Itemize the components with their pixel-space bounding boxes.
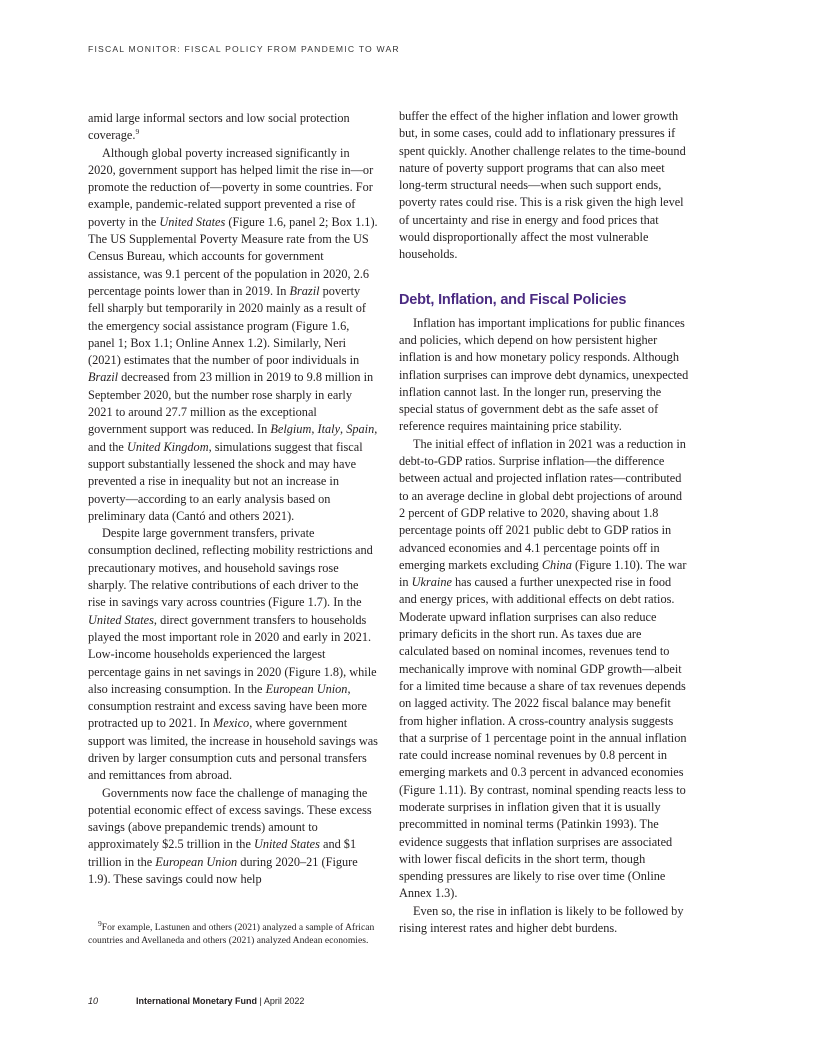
footnote — [88, 918, 378, 947]
paragraph-continuation: amid large informal sectors and low social protection coverage.$^9$ — [88, 111, 350, 143]
footnote-text: For example, Lastunen and others (2021) analyzed a sample of African countries and Avellaneda and others (2021) analyzed Andean economies. — [88, 922, 375, 946]
page-number: 10 — [88, 996, 99, 1006]
paragraph-inflation-implications: Inflation has important implications for public finances and policies, which depend on how persistent higher inflation is and how monetary policy responds. Although inflation surprises can improve debt dynamics, unexpected inflation cannot last. In the longer run, preserving the special status of government debt as the safe asset of reference requires maintaining price stability. — [399, 315, 689, 434]
paragraph-poverty: Although global poverty increased significantly in 2020, government support has helped limit the rise in—or promote the reduction of—poverty in some countries. For example, pandemic-related support prevented a rise of poverty in the United States (Figure 1.6, panel 2; Box 1.1). The US Supplemental Poverty Measure rate from the US Census Bureau, which accounts for government assistance, was 9.1 percent of the population in 2020, 2.6 percentage points lower than in 2019. In Brazil poverty fell sharply but temporarily in 2020 mainly as a result of the emergency social assistance program (Figure 1.6, panel 1; Box 1.1; Online Annex 1.2). Similarly, Neri (2021) estimates that the number of poor individuals in Brazil decreased from 23 million in 2019 to 9.8 million in September 2020, but the number rose sharply in early 2021 to around 27.7 million as the exceptional government support was reduced. In Belgium, Italy, Spain, and the United Kingdom, simulations suggest that fiscal support substantially lessened the shock and may have prevented a rise in inequality but not an increase in poverty—according to an early analysis based on preliminary data (Cantó and others 2021). — [88, 145, 378, 523]
footnote-number: 9 — [98, 918, 102, 928]
paragraph-interest-rates: Even so, the rise in inflation is likely to be followed by rising interest rates and higher debt burdens. — [399, 903, 684, 936]
right-column — [399, 108, 689, 937]
paragraph-excess-savings: Governments now face the challenge of managing the potential economic effect of excess savings. These excess savings (above prepandemic trends) amount to approximately $2.5 trillion in the United States and $1 trillion in the European Union during 2020–21 (Figure 1.9). These savings could now help — [88, 785, 372, 887]
paragraph-buffer: buffer the effect of the higher inflation and lower growth but, in some cases, could add to inflationary pressures if spent quickly. Another challenge relates to the time-bound nature of poverty support programs that can also meet long-term structural needs—when such support ends, poverty rates could rise. This is a risk given the high level of uncertainty and rise in energy and food prices that would disproportionally affect the most vulnerable households. — [399, 109, 686, 262]
paragraph-debt-ratios: The initial effect of inflation in 2021 was a reduction in debt-to-GDP ratios. Surprise inflation—the difference between actual and projected inflation rates—contributed to an average decline in global debt projections of around 2 percent of GDP relative to 2020, shaving about 1.8 percentage points off 2021 public debt to GDP ratios in advanced economies and 4.1 percentage points off in emerging markets excluding China (Figure 1.10). The war in Ukraine has caused a further unexpected rise in food and energy prices, with additional effects on debt ratios. Moderate upward inflation surprises can also reduce primary deficits in the short run. As taxes due are calculated based on nominal incomes, revenues tend to mechanically improve with nominal GDP growth—albeit for a limited time because a share of tax revenues depends on lagged activity. The 2022 fiscal balance may benefit from higher inflation. A cross-country analysis suggests that a surprise of 1 percentage point in the annual inflation rate could increase nominal revenues by 0.8 percent in emerging markets and 0.3 percent in advanced economies (Figure 1.11). By contrast, nominal spending reacts less to moderate surprises in inflation given that it is usually precommitted in nominal terms (Patinkin 1993). The evidence suggests that inflation surprises are associated with lower fiscal deficits in the short term, though spending pressures are likely to rise over time (Online Annex 1.3). — [399, 436, 687, 901]
footer-date: April 2022 — [263, 996, 305, 1006]
running-header: FISCAL MONITOR: FISCAL POLICY FROM PANDEMIC TO WAR — [88, 44, 400, 54]
section-heading: Debt, Inflation, and Fiscal Policies — [399, 291, 627, 308]
page-footer — [88, 996, 304, 1006]
paragraph-savings: Despite large government transfers, private consumption declined, reflecting mobility restrictions and precautionary motives, and household savings rose sharply. The relative contributions of each driver to the rise in savings vary across countries (Figure 1.7). In the United States, direct government transfers to households played the most important role in 2020 and early in 2021. Low-income households experienced the largest percentage gains in net savings in 2020 (Figure 1.8), while also increasing consumption. In the European Union, consumption restraint and excess saving have been more protracted up to 2021. In Mexico, where government support was limited, the increase in household savings was driven by larger consumption cuts and personal transfers and remittances from abroad. — [88, 526, 378, 783]
footnote-reference[interactable]: 9 — [135, 127, 140, 137]
footer-separator: | — [257, 996, 264, 1006]
left-column — [88, 110, 378, 888]
footer-organization: International Monetary Fund — [136, 996, 258, 1006]
